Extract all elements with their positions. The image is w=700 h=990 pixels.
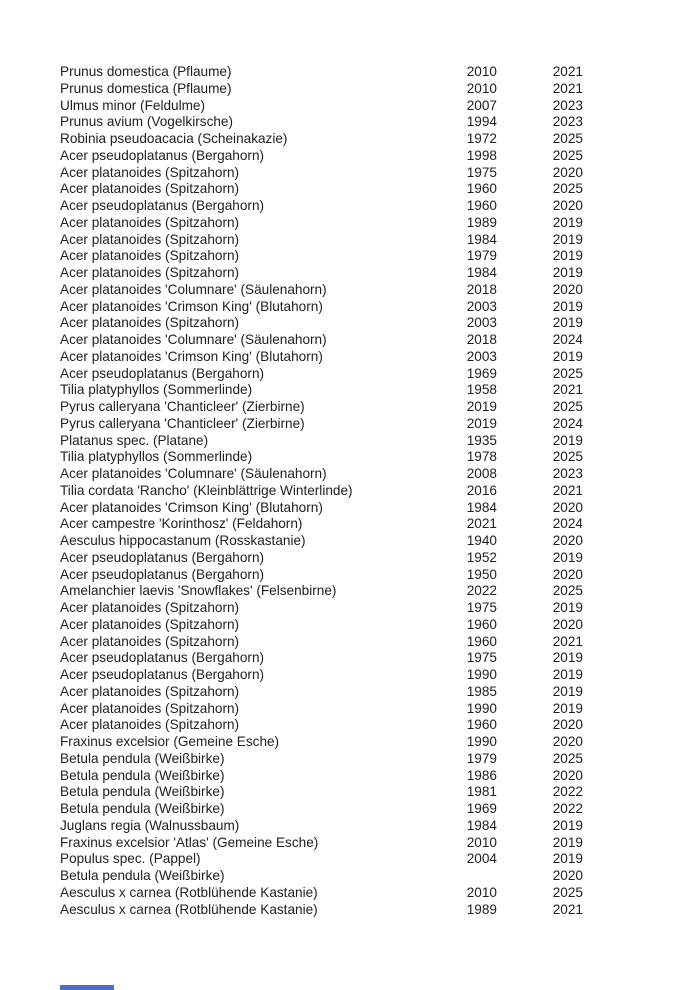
year1-cell: 1984 (466, 817, 497, 833)
year1-cell: 1989 (466, 901, 497, 917)
table-row (60, 399, 680, 416)
name-cell: Acer platanoides 'Columnare' (Säulenahorn) (60, 466, 327, 481)
year2-cell: 2025 (552, 583, 583, 599)
name-cell: Acer platanoides (Spitzahorn) (60, 717, 240, 733)
name-cell: Fraxinus excelsior 'Atlas' (Gemeine Esche) (60, 834, 319, 850)
year2-cell: 2020 (552, 281, 583, 297)
table-row (60, 801, 680, 818)
year1-cell: 1979 (466, 750, 497, 766)
year2-cell: 2020 (552, 734, 583, 749)
year2-cell: 2025 (552, 181, 583, 197)
table-row (60, 734, 680, 751)
table-row (60, 349, 680, 366)
name-cell: Acer pseudoplatanus (Bergahorn) (60, 198, 265, 213)
name-cell: Acer platanoides (Spitzahorn) (60, 683, 240, 699)
name-cell: Acer platanoides (Spitzahorn) (60, 315, 240, 331)
table-row (60, 315, 680, 332)
name-cell: Platanus spec. (Platane) (60, 432, 209, 448)
year1-cell: 2010 (466, 80, 497, 96)
name-cell: Betula pendula (Weißbirke) (60, 784, 225, 800)
name-cell: Acer platanoides (Spitzahorn) (60, 600, 240, 615)
name-cell: Prunus avium (Vogelkirsche) (60, 114, 234, 130)
name-cell: Acer platanoides (Spitzahorn) (60, 214, 240, 230)
table-row (60, 600, 680, 617)
year1-cell: 1960 (466, 717, 497, 733)
name-cell: Betula pendula (Weißbirke) (60, 767, 225, 783)
year2-cell: 2025 (552, 884, 583, 900)
year2-cell: 2025 (552, 399, 583, 414)
year1-cell: 2007 (466, 97, 497, 113)
name-cell: Acer platanoides 'Columnare' (Säulenahorn) (60, 332, 327, 347)
table-row (60, 818, 680, 835)
table-row (60, 98, 680, 115)
year2-cell: 2020 (552, 499, 583, 515)
table-row (60, 299, 680, 316)
year1-cell: 2019 (466, 399, 497, 414)
year2-cell: 2019 (552, 231, 583, 247)
name-cell: Acer platanoides (Spitzahorn) (60, 248, 240, 264)
name-cell: Prunus domestica (Pflaume) (60, 80, 232, 96)
year2-cell: 2021 (552, 633, 583, 649)
year1-cell: 1975 (466, 164, 497, 180)
table-row (60, 248, 680, 265)
year1-cell: 2019 (466, 415, 497, 431)
year2-cell: 2020 (552, 717, 583, 733)
year1-cell: 1978 (466, 449, 497, 465)
year1-cell: 2018 (466, 281, 497, 297)
name-cell: Aesculus x carnea (Rotblühende Kastanie) (60, 884, 318, 900)
table-row (60, 684, 680, 701)
year1-cell: 1960 (466, 633, 497, 649)
table-row (60, 617, 680, 634)
table-row (60, 232, 680, 249)
name-cell: Acer platanoides 'Crimson King' (Blutahorn) (60, 298, 323, 314)
table-row (60, 550, 680, 567)
table-row (60, 198, 680, 215)
year2-cell: 2019 (552, 817, 583, 833)
name-cell: Acer pseudoplatanus (Bergahorn) (60, 147, 265, 163)
year2-cell: 2019 (552, 432, 583, 448)
table-row (60, 416, 680, 433)
year1-cell: 2010 (466, 834, 497, 850)
table-row (60, 902, 680, 919)
year1-cell: 1984 (466, 499, 497, 515)
table-row (60, 784, 680, 801)
name-cell: Acer platanoides (Spitzahorn) (60, 181, 240, 197)
name-cell: Acer platanoides 'Crimson King' (Blutahorn) (60, 348, 323, 364)
year2-cell: 2019 (552, 549, 583, 565)
table-row (60, 868, 680, 885)
table-row (60, 433, 680, 450)
table-row (60, 751, 680, 768)
year2-cell: 2024 (552, 516, 583, 532)
year1-cell: 1985 (466, 683, 497, 699)
year1-cell: 1984 (466, 231, 497, 247)
name-cell: Acer platanoides 'Crimson King' (Blutahorn) (60, 499, 323, 515)
table-row (60, 567, 680, 584)
year2-cell: 2019 (552, 248, 583, 264)
year1-cell: 1972 (466, 131, 497, 146)
name-cell: Acer platanoides (Spitzahorn) (60, 231, 240, 247)
name-cell: Pyrus calleryana 'Chanticleer' (Zierbirne) (60, 415, 305, 431)
name-cell: Pyrus calleryana 'Chanticleer' (Zierbirne) (60, 399, 305, 414)
year2-cell: 2020 (552, 767, 583, 783)
name-cell: Juglans regia (Walnussbaum) (60, 817, 240, 833)
name-cell: Amelanchier laevis 'Snowflakes' (Felsenbirne) (60, 583, 337, 599)
year2-cell: 2023 (552, 466, 583, 481)
table-row (60, 851, 680, 868)
name-cell: Fraxinus excelsior (Gemeine Esche) (60, 734, 280, 749)
table-row (60, 500, 680, 517)
year1-cell: 1979 (466, 248, 497, 264)
year2-cell: 2023 (552, 97, 583, 113)
year1-cell: 1969 (466, 801, 497, 816)
year2-cell: 2020 (552, 533, 583, 548)
table-row (60, 667, 680, 684)
year1-cell: 1975 (466, 650, 497, 666)
year2-cell: 2020 (552, 164, 583, 180)
table-row (60, 466, 680, 483)
year1-cell: 2010 (466, 884, 497, 900)
year2-cell: 2019 (552, 315, 583, 331)
table-row (60, 650, 680, 667)
year2-cell: 2025 (552, 147, 583, 163)
table-row (60, 768, 680, 785)
year1-cell: 1990 (466, 734, 497, 749)
year2-cell: 2021 (552, 64, 583, 79)
year2-cell: 2019 (552, 683, 583, 699)
name-cell: Acer platanoides (Spitzahorn) (60, 265, 240, 280)
table-row (60, 131, 680, 148)
name-cell: Acer pseudoplatanus (Bergahorn) (60, 549, 265, 565)
table-row (60, 634, 680, 651)
year1-cell: 2016 (466, 482, 497, 498)
year1-cell: 1986 (466, 767, 497, 783)
year1-cell: 2004 (466, 851, 497, 867)
year1-cell: 1981 (466, 784, 497, 800)
year1-cell: 1960 (466, 181, 497, 197)
partial-bottom-element[interactable] (60, 985, 114, 990)
table-row (60, 181, 680, 198)
year1-cell: 1990 (466, 700, 497, 716)
year2-cell: 2019 (552, 667, 583, 682)
year2-cell: 2021 (552, 80, 583, 96)
year2-cell: 2019 (552, 851, 583, 867)
year2-cell: 2023 (552, 114, 583, 130)
year1-cell: 1958 (466, 382, 497, 398)
year2-cell: 2021 (552, 901, 583, 917)
name-cell: Aesculus hippocastanum (Rosskastanie) (60, 533, 306, 548)
table-row (60, 382, 680, 399)
table-row (60, 148, 680, 165)
year1-cell: 1984 (466, 265, 497, 280)
name-cell: Aesculus x carnea (Rotblühende Kastanie) (60, 901, 318, 917)
year2-cell: 2020 (552, 868, 583, 883)
name-cell: Prunus domestica (Pflaume) (60, 64, 232, 79)
name-cell: Acer campestre 'Korinthosz' (Feldahorn) (60, 516, 303, 532)
year2-cell: 2025 (552, 131, 583, 146)
name-cell: Acer platanoides (Spitzahorn) (60, 633, 240, 649)
table-row (60, 701, 680, 718)
table-row (60, 114, 680, 131)
year1-cell: 2003 (466, 298, 497, 314)
year1-cell: 2021 (466, 516, 497, 532)
year2-cell: 2019 (552, 650, 583, 666)
name-cell: Acer platanoides (Spitzahorn) (60, 616, 240, 632)
table-row (60, 64, 680, 81)
table-row (60, 366, 680, 383)
name-cell: Acer platanoides 'Columnare' (Säulenahorn) (60, 281, 327, 297)
year1-cell: 1994 (466, 114, 497, 130)
table-row (60, 717, 680, 734)
year1-cell: 2008 (466, 466, 497, 481)
year1-cell: 1950 (466, 566, 497, 582)
name-cell: Acer pseudoplatanus (Bergahorn) (60, 566, 265, 582)
table-row (60, 165, 680, 182)
year1-cell: 1940 (466, 533, 497, 548)
name-cell: Acer platanoides (Spitzahorn) (60, 164, 240, 180)
name-cell: Betula pendula (Weißbirke) (60, 801, 225, 816)
year2-cell: 2021 (552, 382, 583, 398)
year2-cell: 2025 (552, 449, 583, 465)
name-cell: Acer pseudoplatanus (Bergahorn) (60, 667, 265, 682)
table-row (60, 885, 680, 902)
name-cell: Tilia cordata 'Rancho' (Kleinblättrige Winterlinde) (60, 482, 353, 498)
name-cell: Acer pseudoplatanus (Bergahorn) (60, 650, 265, 666)
name-cell: Acer pseudoplatanus (Bergahorn) (60, 365, 265, 381)
year2-cell: 2019 (552, 834, 583, 850)
year2-cell: 2019 (552, 700, 583, 716)
year1-cell: 2003 (466, 315, 497, 331)
table-row (60, 835, 680, 852)
year2-cell: 2020 (552, 198, 583, 213)
table-row (60, 215, 680, 232)
tree-table (60, 64, 680, 918)
year2-cell: 2022 (552, 801, 583, 816)
name-cell: Populus spec. (Pappel) (60, 851, 201, 867)
year2-cell: 2019 (552, 298, 583, 314)
name-cell: Tilia platyphyllos (Sommerlinde) (60, 382, 253, 398)
year2-cell: 2020 (552, 616, 583, 632)
table-row (60, 516, 680, 533)
year1-cell: 1960 (466, 616, 497, 632)
year1-cell: 2003 (466, 348, 497, 364)
year2-cell: 2020 (552, 566, 583, 582)
year1-cell: 1960 (466, 198, 497, 213)
year1-cell: 1969 (466, 365, 497, 381)
year1-cell: 1998 (466, 147, 497, 163)
name-cell: Acer platanoides (Spitzahorn) (60, 700, 240, 716)
year2-cell: 2021 (552, 482, 583, 498)
year2-cell: 2024 (552, 332, 583, 347)
year1-cell: 1975 (466, 600, 497, 615)
year1-cell: 2022 (466, 583, 497, 599)
year2-cell: 2024 (552, 415, 583, 431)
year2-cell: 2025 (552, 750, 583, 766)
table-row (60, 449, 680, 466)
year2-cell: 2022 (552, 784, 583, 800)
year2-cell: 2019 (552, 214, 583, 230)
year2-cell: 2019 (552, 348, 583, 364)
year1-cell: 1989 (466, 214, 497, 230)
table-row (60, 533, 680, 550)
year1-cell: 1935 (466, 432, 497, 448)
year1-cell: 2010 (466, 64, 497, 79)
table-row (60, 332, 680, 349)
year2-cell: 2019 (552, 265, 583, 280)
table-row (60, 282, 680, 299)
year1-cell: 1952 (466, 549, 497, 565)
name-cell: Tilia platyphyllos (Sommerlinde) (60, 449, 253, 465)
year1-cell: 1990 (466, 667, 497, 682)
name-cell: Betula pendula (Weißbirke) (60, 868, 225, 883)
name-cell: Betula pendula (Weißbirke) (60, 750, 225, 766)
year2-cell: 2025 (552, 365, 583, 381)
name-cell: Ulmus minor (Feldulme) (60, 97, 206, 113)
table-row (60, 583, 680, 600)
year1-cell: 2018 (466, 332, 497, 347)
table-row (60, 483, 680, 500)
table-row (60, 81, 680, 98)
name-cell: Robinia pseudoacacia (Scheinakazie) (60, 131, 288, 146)
table-row (60, 265, 680, 282)
year2-cell: 2019 (552, 600, 583, 615)
